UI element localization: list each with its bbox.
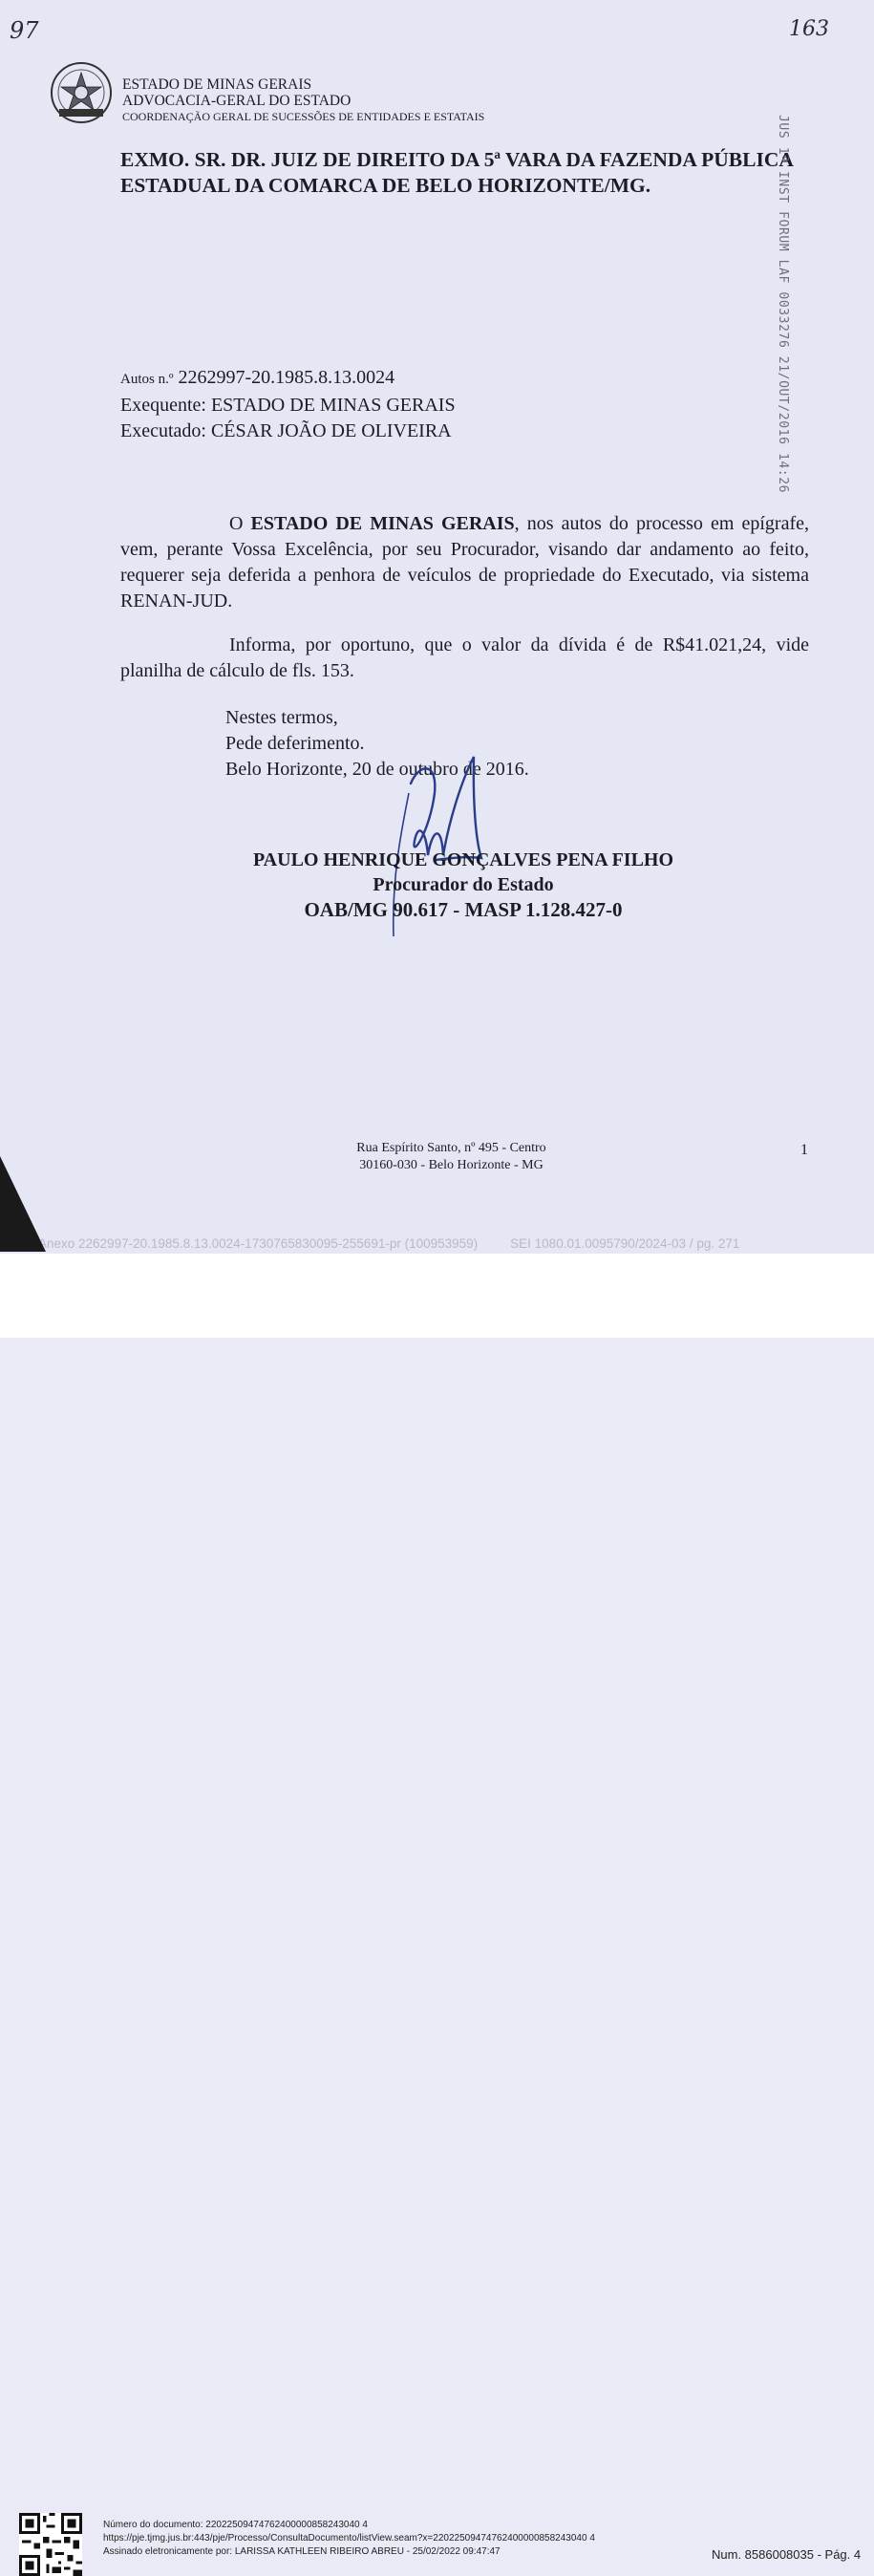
document-page: [0, 0, 874, 1254]
footer-address-line-1: Rua Espírito Santo, nº 495 - Centro: [356, 1141, 546, 1155]
scan-corner-shadow: [0, 1156, 46, 1252]
letterhead-agency: ADVOCACIA-GERAL DO ESTADO: [122, 93, 352, 109]
signer-oab: OAB/MG 90.617 - MASP 1.128.427-0: [304, 898, 623, 921]
document-url[interactable]: https://pje.tjmg.jus.br:443/pje/Processo/ConsultaDocumento/listView.seam?x=22022509474762400000858243040 4: [103, 2533, 595, 2544]
executado: Executado: CÉSAR JOÃO DE OLIVEIRA: [120, 420, 452, 441]
handwritten-page-number-left: 97: [10, 17, 39, 44]
case-number-label: Autos n.º: [120, 372, 174, 387]
paragraph-request-text: , nos autos do processo em epígrafe, vem, perante Vossa Excelência, por seu Procurador, visando dar andamento ao feito, requerer seja deferida a penhora de veículos de propriedade do Executado, via sistema RENAN-JUD.: [120, 513, 810, 612]
case-number-value: 2262997-20.1985.8.13.0024: [178, 367, 395, 388]
annex-left: Anexo 2262997-20.1985.8.13.0024-1730765830095-255691-pr (100953959): [38, 1236, 479, 1251]
addressee-line-2: ESTADUAL DA COMARCA DE BELO HORIZONTE/MG.: [120, 174, 651, 197]
letterhead-state: ESTADO DE MINAS GERAIS: [122, 76, 312, 93]
protocol-stamp: JUS 1ª INST FORUM LAF 0033276 21/OUT/2016 14:26: [776, 115, 790, 494]
electronic-metadata: [103, 2519, 595, 2559]
paragraph-debt-value: [120, 633, 809, 684]
page-number: 1: [800, 1142, 808, 1158]
closing-date: Belo Horizonte, 20 de outubro de 2016.: [225, 759, 529, 780]
case-number: [120, 365, 456, 393]
paragraph-debt-text: Informa, por oportuno, que o valor da dívida é de R$41.021,24, vide planilha de cálculo de fls. 153.: [120, 634, 809, 681]
qr-code-icon[interactable]: [19, 2513, 82, 2576]
paragraph-request: [120, 511, 809, 614]
footer-address: [287, 1140, 616, 1174]
addressee: [120, 147, 827, 199]
annex-watermark: [38, 1236, 739, 1251]
paragraph-request-start: O: [229, 513, 244, 534]
closing-line-1: Nestes termos,: [225, 707, 338, 728]
case-info: [120, 365, 456, 444]
annex-right: SEI 1080.01.0095790/2024-03 / pg. 271: [510, 1236, 740, 1251]
letterhead: [122, 76, 484, 125]
signer-role: Procurador do Estado: [373, 874, 554, 895]
exequente: Exequente: ESTADO DE MINAS GERAIS: [120, 395, 456, 416]
electronic-signature-strip: [0, 1254, 874, 2562]
num-page-reference: Num. 8586008035 - Pág. 4: [712, 2547, 862, 2562]
paragraph-request-party: ESTADO DE MINAS GERAIS: [250, 513, 515, 534]
signer-name: PAULO HENRIQUE GONÇALVES PENA FILHO: [252, 849, 674, 870]
document-number: Número do documento: 22022509474762400000858243040 4: [103, 2520, 368, 2530]
state-seal-icon: [50, 61, 113, 124]
signed-by: Assinado eletronicamente por: LARISSA KATHLEEN RIBEIRO ABREU - 25/02/2022 09:47:47: [103, 2546, 501, 2557]
closing-line-2: Pede deferimento.: [225, 733, 365, 754]
letterhead-department: COORDENAÇÃO GERAL DE SUCESSÕES DE ENTIDADES E ESTATAIS: [122, 110, 485, 123]
handwritten-page-number-right: 163: [789, 17, 829, 41]
addressee-line-1: EXMO. SR. DR. JUIZ DE DIREITO DA 5ª VARA DA FAZENDA PÚBLICA: [120, 148, 794, 171]
footer-address-line-2: 30160-030 - Belo Horizonte - MG: [359, 1158, 544, 1172]
